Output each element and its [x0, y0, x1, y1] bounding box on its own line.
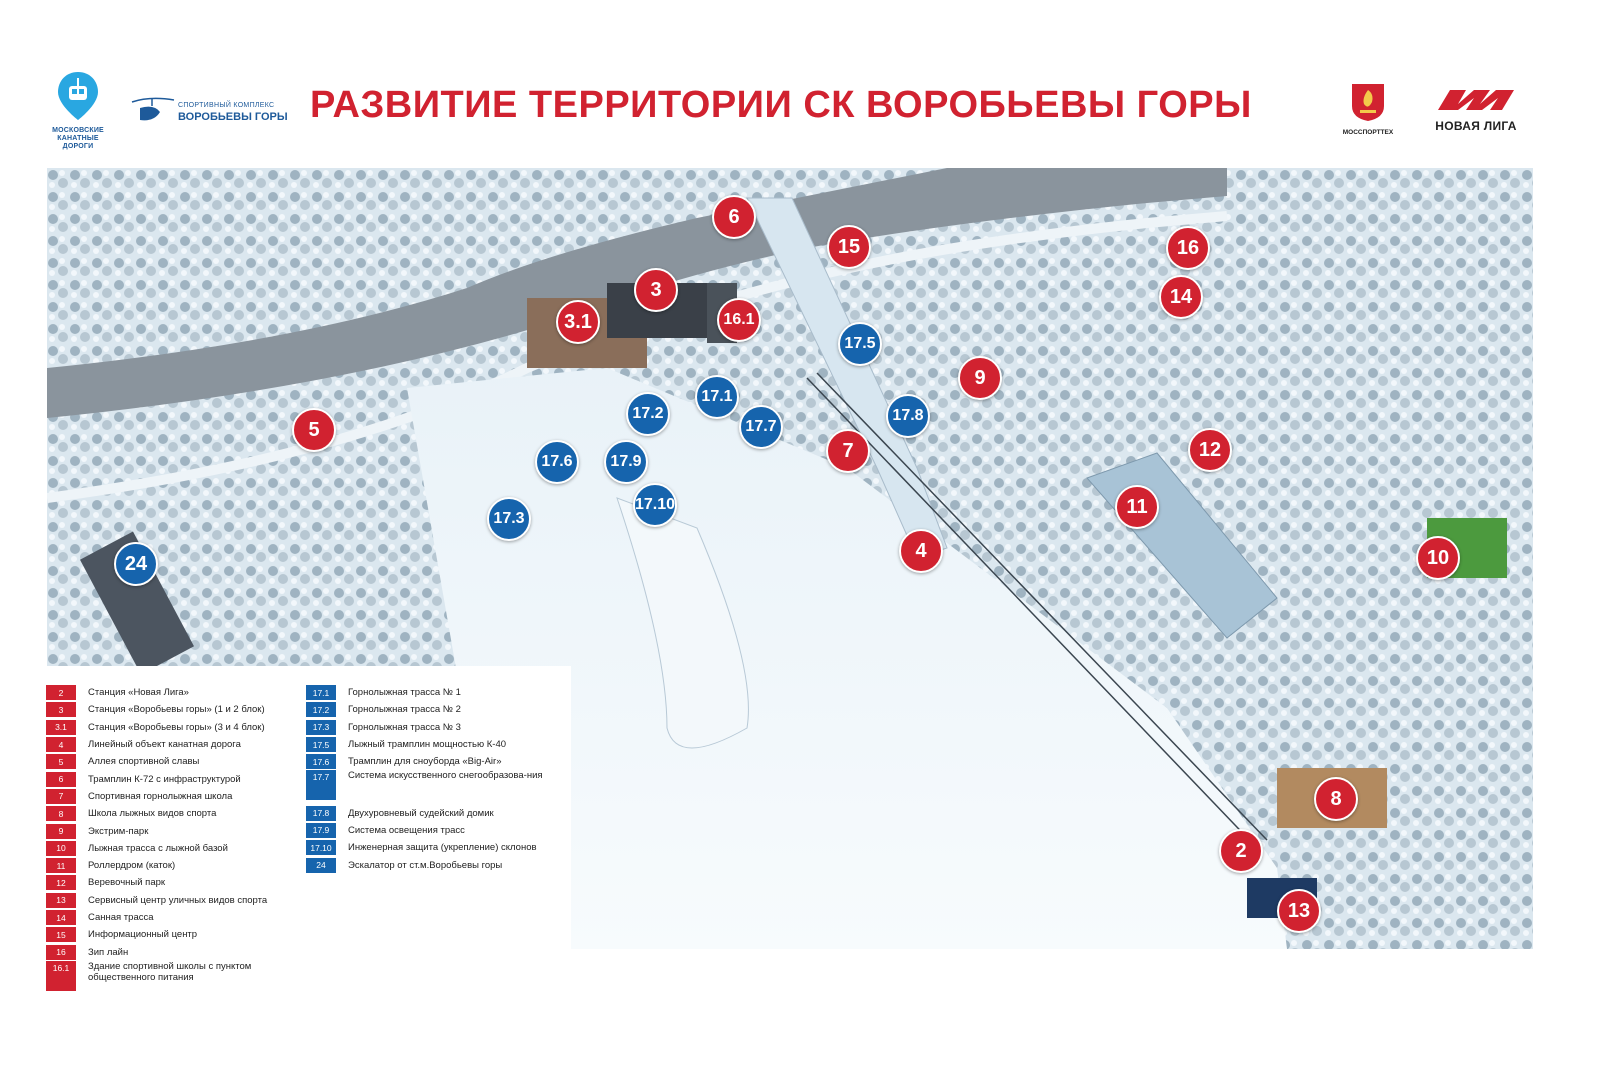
- map-marker-17.6[interactable]: 17.6: [535, 440, 579, 484]
- legend-text: Лыжный трамплин мощностью К-40: [348, 739, 507, 751]
- legend-text: Зип лайн: [88, 946, 129, 958]
- legend-number: 4: [46, 737, 76, 752]
- legend-text: Трамплин для сноуборда «Big-Air»: [348, 756, 502, 768]
- map-marker-5[interactable]: 5: [292, 408, 336, 452]
- legend-number: 16.1: [46, 961, 76, 991]
- legend-number: 17.8: [306, 806, 336, 821]
- legend-number: 17.5: [306, 737, 336, 752]
- legend-item: [46, 736, 316, 753]
- legend-text: Информационный центр: [88, 929, 198, 941]
- legend-item: [306, 839, 556, 856]
- legend-item: [46, 857, 316, 874]
- legend-item: [306, 753, 556, 770]
- legend-item: [306, 701, 556, 718]
- legend-column-red: [46, 684, 316, 995]
- novaya-liga-caption: НОВАЯ ЛИГА: [1435, 119, 1517, 133]
- map-marker-4[interactable]: 4: [899, 529, 943, 573]
- legend-item: [306, 719, 556, 736]
- map-marker-3[interactable]: 3: [634, 268, 678, 312]
- legend-item: [46, 909, 316, 926]
- legend-text: Веревочный парк: [88, 877, 166, 889]
- vg-logo-line-1: СПОРТИВНЫЙ КОМПЛЕКС: [178, 102, 275, 109]
- map-marker-17.7[interactable]: 17.7: [739, 405, 783, 449]
- map-marker-17.2[interactable]: 17.2: [626, 392, 670, 436]
- map-marker-9[interactable]: 9: [958, 356, 1002, 400]
- map-marker-15[interactable]: 15: [827, 225, 871, 269]
- legend-text: Система искусственного снегообразова-ния: [348, 770, 543, 782]
- map-marker-16.1[interactable]: 16.1: [717, 298, 761, 342]
- legend-item: [46, 788, 316, 805]
- map-marker-11[interactable]: 11: [1115, 485, 1159, 529]
- map-marker-17.3[interactable]: 17.3: [487, 497, 531, 541]
- vg-logo-line-2: ВОРОБЬЕВЫ ГОРЫ: [178, 111, 288, 123]
- legend-item: [306, 822, 556, 839]
- legend-number: 17.9: [306, 823, 336, 838]
- mossporttech-logo: [1338, 80, 1398, 136]
- legend-item: [46, 805, 316, 822]
- legend-number: 6: [46, 772, 76, 787]
- gondola-icon: [130, 94, 176, 128]
- legend-number: 5: [46, 754, 76, 769]
- legend-text: Роллердром (каток): [88, 860, 176, 872]
- legend-number: 16: [46, 945, 76, 960]
- legend-number: 17.1: [306, 685, 336, 700]
- legend-item: [306, 684, 556, 701]
- legend-text: Сервисный центр уличных видов спорта: [88, 894, 268, 906]
- map-marker-7[interactable]: 7: [826, 429, 870, 473]
- map-marker-17.9[interactable]: 17.9: [604, 440, 648, 484]
- legend-item: [46, 719, 316, 736]
- legend-number: 3: [46, 702, 76, 717]
- legend-number: 12: [46, 875, 76, 890]
- legend-number: 7: [46, 789, 76, 804]
- map-marker-17.5[interactable]: 17.5: [838, 322, 882, 366]
- legend-text: Линейный объект канатная дорога: [88, 739, 241, 751]
- map-marker-6[interactable]: 6: [712, 195, 756, 239]
- legend-text: Горнолыжная трасса № 3: [348, 721, 461, 733]
- map-marker-17.1[interactable]: 17.1: [695, 375, 739, 419]
- legend-number: 24: [306, 858, 336, 873]
- map-marker-12[interactable]: 12: [1188, 428, 1232, 472]
- legend-number: 10: [46, 841, 76, 856]
- legend-item: [46, 840, 316, 857]
- map-marker-2[interactable]: 2: [1219, 829, 1263, 873]
- cable-car-pin-icon: [55, 70, 101, 122]
- mossporttech-caption: МОССПОРТТЕХ: [1342, 129, 1394, 136]
- legend-text: Горнолыжная трасса № 1: [348, 687, 461, 699]
- mkd-logo-line-3: ДОРОГИ: [62, 143, 94, 150]
- novaya-liga-mark-icon: [1436, 88, 1516, 112]
- legend-text: Экстрим-парк: [88, 825, 149, 837]
- legend-text: Станция «Новая Лига»: [88, 687, 189, 699]
- legend-text: Станция «Воробьевы горы» (3 и 4 блок): [88, 721, 265, 733]
- legend-item: [306, 856, 556, 873]
- legend-text: Санная трасса: [88, 912, 154, 923]
- map-marker-17.8[interactable]: 17.8: [886, 394, 930, 438]
- legend-item: [46, 961, 316, 995]
- map-marker-14[interactable]: 14: [1159, 275, 1203, 319]
- legend-text: Спортивная горнолыжная школа: [88, 790, 233, 802]
- legend-number: 14: [46, 910, 76, 925]
- legend-number: 17.6: [306, 754, 336, 769]
- legend-text: Двухуровневый судейский домик: [348, 807, 494, 819]
- legend-number: 17.7: [306, 770, 336, 800]
- legend-text: Здание спортивной школы с пунктом общественного питания: [88, 960, 252, 983]
- legend-item: [46, 770, 316, 787]
- legend-number: 15: [46, 927, 76, 942]
- legend-number: 8: [46, 806, 76, 821]
- legend-text: Аллея спортивной славы: [88, 756, 200, 768]
- map-marker-10[interactable]: 10: [1416, 536, 1460, 580]
- mkd-logo-line-1: МОСКОВСКИЕ: [52, 127, 104, 134]
- legend-item: [306, 804, 556, 821]
- legend-item: [46, 753, 316, 770]
- map-legend: [40, 666, 571, 983]
- legend-item: [46, 892, 316, 909]
- legend-item: [46, 684, 316, 701]
- map-marker-24[interactable]: 24: [114, 542, 158, 586]
- map-marker-3.1[interactable]: 3.1: [556, 300, 600, 344]
- page-title: РАЗВИТИЕ ТЕРРИТОРИИ СК ВОРОБЬЕВЫ ГОРЫ: [310, 84, 1252, 126]
- legend-item: [46, 701, 316, 718]
- legend-text: Лыжная трасса с лыжной базой: [88, 842, 228, 854]
- map-marker-16[interactable]: 16: [1166, 226, 1210, 270]
- moscow-coat-of-arms-icon: [1350, 80, 1386, 122]
- legend-number: 9: [46, 824, 76, 839]
- legend-text: Школа лыжных видов спорта: [88, 808, 217, 820]
- legend-column-blue: [306, 684, 556, 874]
- legend-item: [46, 943, 316, 960]
- legend-text: Станция «Воробьевы горы» (1 и 2 блок): [88, 704, 265, 716]
- legend-number: 3.1: [46, 720, 76, 735]
- legend-number: 17.3: [306, 720, 336, 735]
- map-marker-8[interactable]: 8: [1314, 777, 1358, 821]
- legend-number: 17.2: [306, 702, 336, 717]
- legend-item: [46, 926, 316, 943]
- legend-number: 17.10: [306, 840, 336, 855]
- legend-text: Инженерная защита (укрепление) склонов: [348, 842, 537, 854]
- legend-number: 2: [46, 685, 76, 700]
- legend-item: [46, 874, 316, 891]
- moscow-cable-roads-logo: [40, 70, 116, 151]
- legend-item: [306, 770, 556, 804]
- legend-text: Трамплин К-72 с инфраструктурой: [88, 773, 241, 785]
- legend-text: Система освещения трасс: [348, 824, 465, 836]
- legend-text: Горнолыжная трасса № 2: [348, 704, 461, 716]
- map-marker-13[interactable]: 13: [1277, 889, 1321, 933]
- vorobyovy-gory-logo: [130, 94, 288, 128]
- map-marker-17.10[interactable]: 17.10: [633, 483, 677, 527]
- legend-number: 13: [46, 893, 76, 908]
- legend-number: 11: [46, 858, 76, 873]
- legend-text: Эскалатор от ст.м.Воробьевы горы: [348, 859, 503, 871]
- legend-item: [46, 822, 316, 839]
- legend-item: [306, 736, 556, 753]
- mkd-logo-line-2: КАНАТНЫЕ: [57, 135, 99, 142]
- novaya-liga-logo: [1426, 88, 1526, 133]
